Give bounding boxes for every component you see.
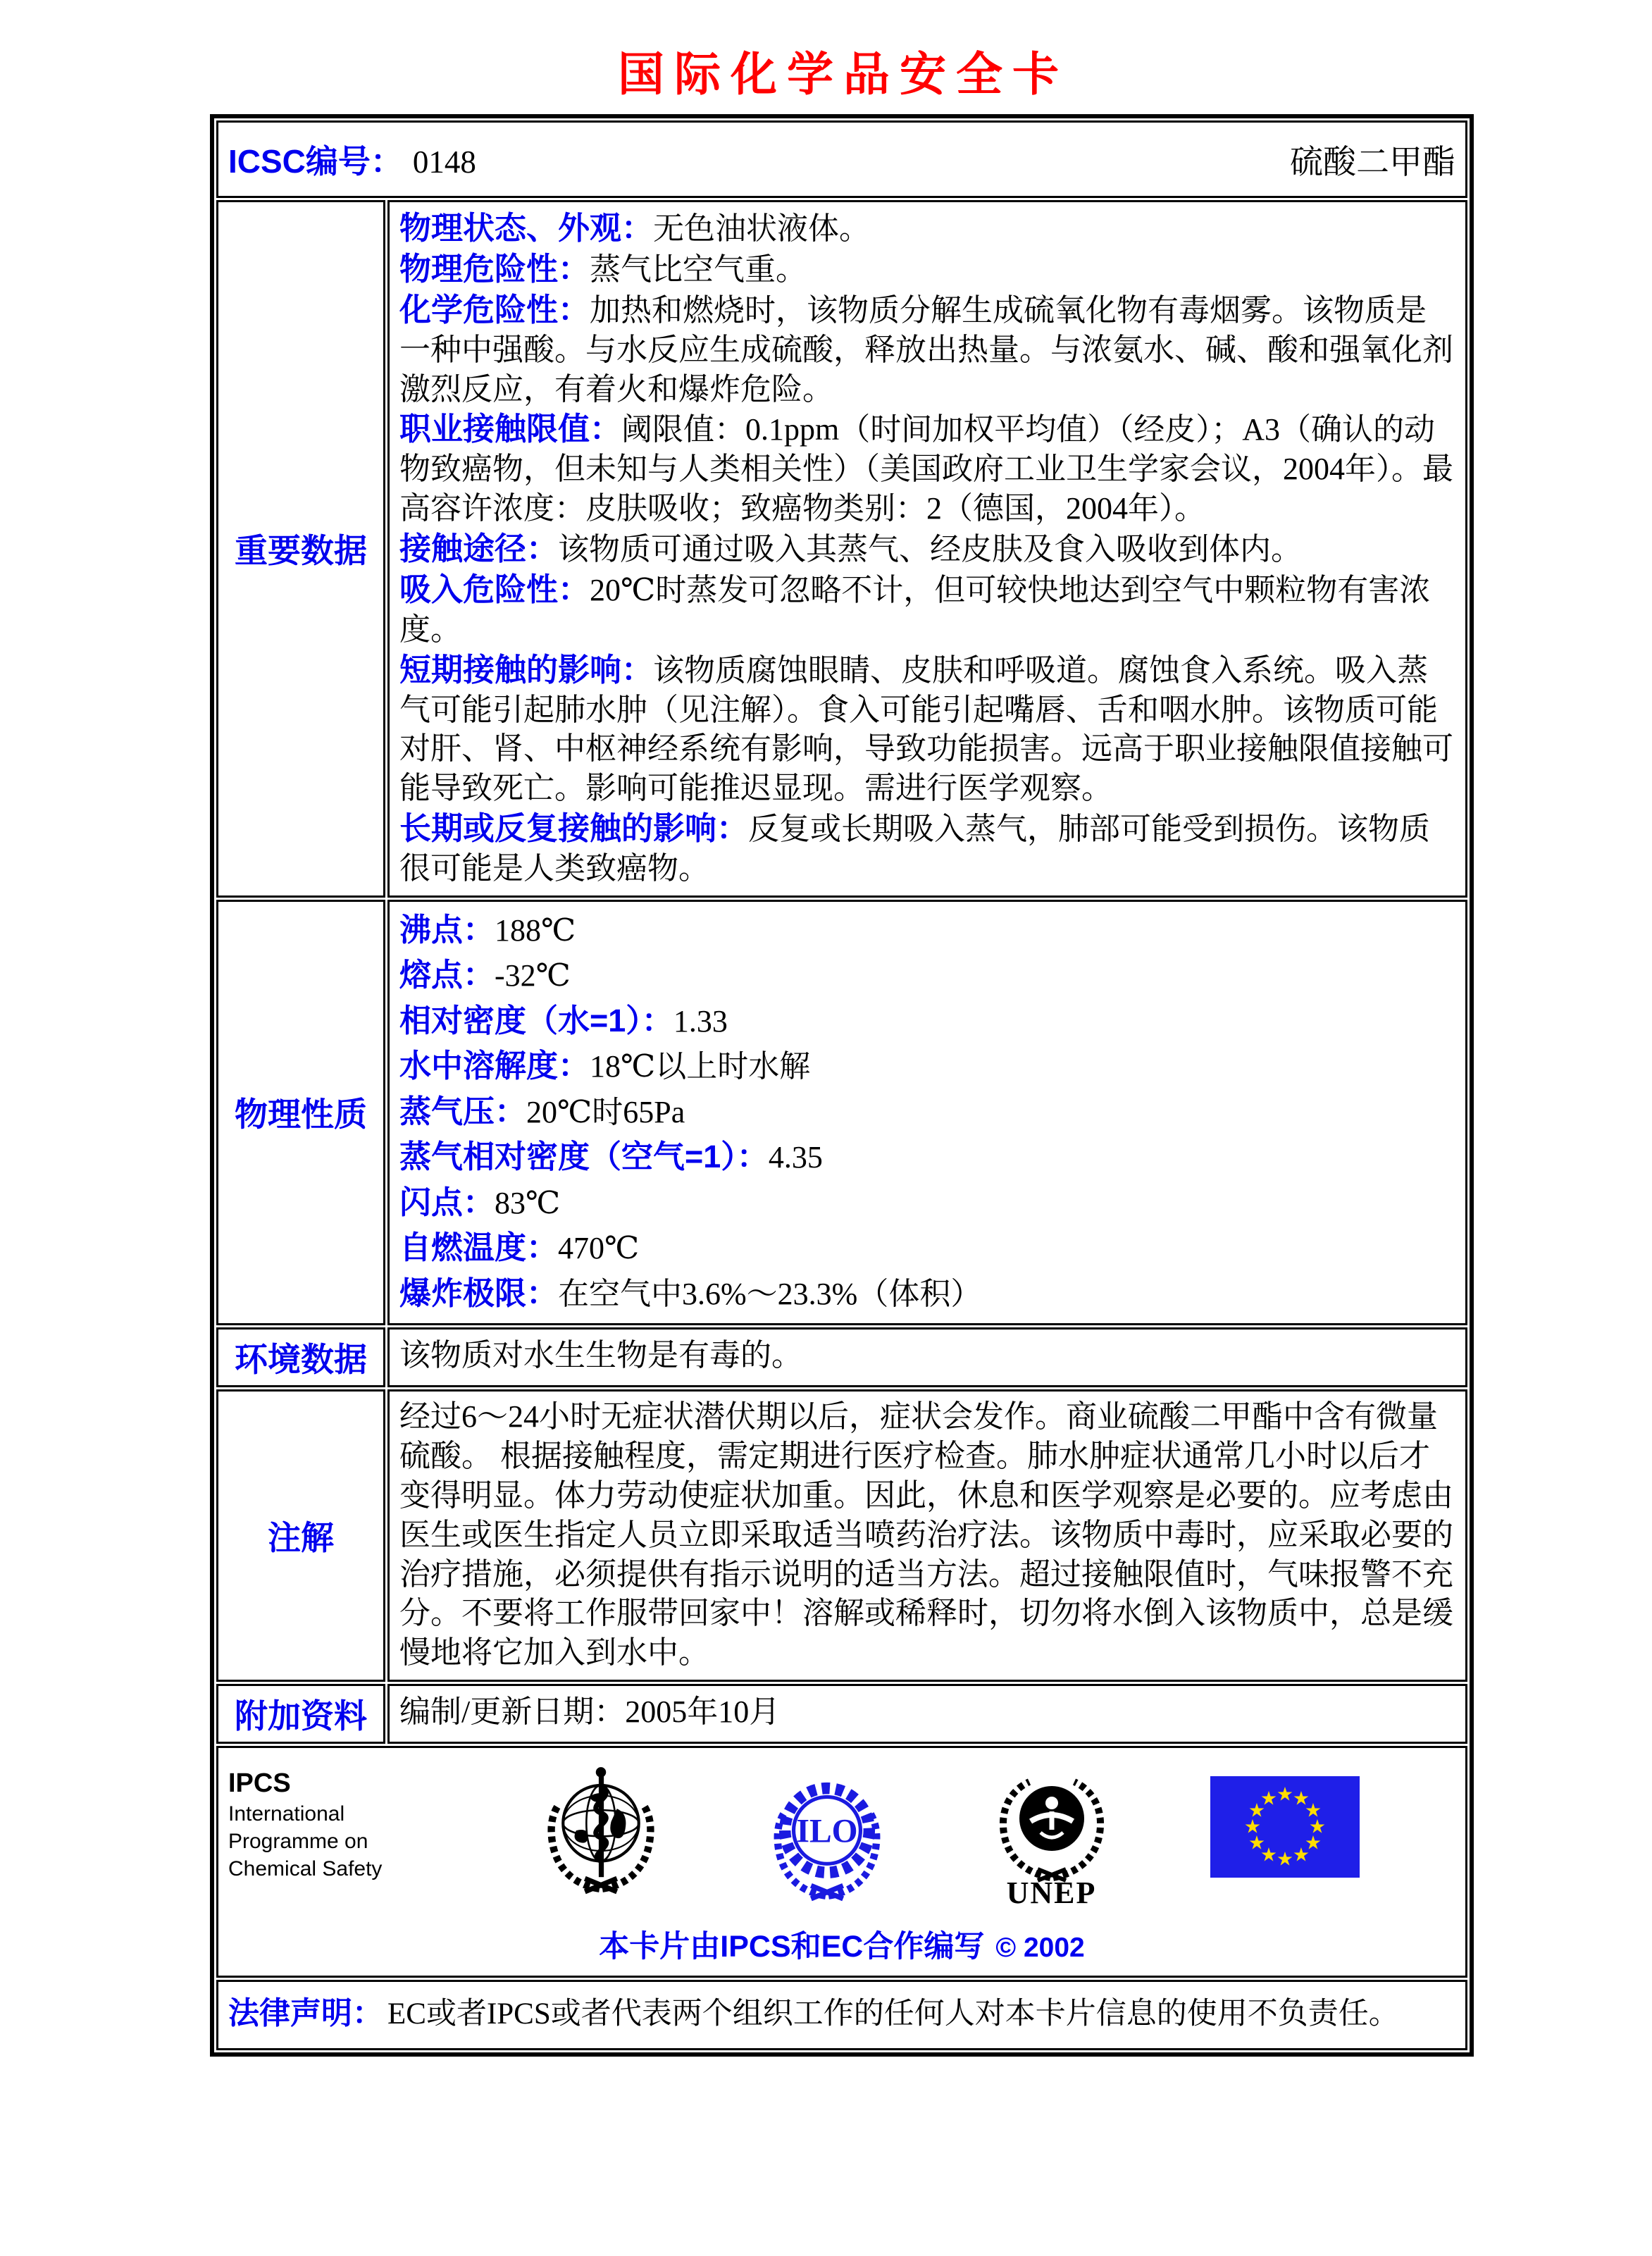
item-label: 爆炸极限： — [399, 1275, 559, 1311]
item-text: 无色油状液体。 — [653, 211, 871, 246]
icsc-card-table — [210, 114, 1474, 2057]
attribution-text: 本卡片由IPCS和EC合作编写 — [599, 1930, 985, 1964]
property-item — [399, 1043, 1454, 1089]
star-icon: ★ — [1308, 1816, 1327, 1838]
ipcs-line: International — [228, 1802, 345, 1826]
item-label: 化学危险性： — [399, 291, 590, 328]
notes-row — [216, 1389, 1467, 1682]
item-label: 自燃温度： — [399, 1229, 559, 1266]
data-item — [399, 569, 1454, 650]
environmental-data-text: 该物质对水生生物是有毒的。 — [399, 1338, 802, 1373]
item-label: 物理危险性： — [399, 250, 590, 287]
chemical-name: 硫酸二甲酯 — [1290, 144, 1455, 181]
property-item — [399, 1180, 1454, 1225]
star-icon: ★ — [1248, 1799, 1266, 1822]
item-text: 加热和燃烧时，该物质分解生成硫氧化物有毒烟雾。该物质是一种中强酸。与水反应生成硫酸，释放出热量。与浓氨水、碱、酸和强氧化剂激烈反应，有着火和爆炸危险。 — [399, 292, 1453, 407]
property-item — [399, 953, 1454, 998]
item-label: 水中溶解度： — [399, 1048, 590, 1084]
data-item — [399, 528, 1454, 569]
item-label: 职业接触限值： — [399, 411, 622, 447]
item-text: 20℃时蒸发可忽略不计，但可较快地达到空气中颗粒物有害浓度。 — [399, 572, 1431, 647]
page-title: 国际化学品安全卡 — [618, 49, 1069, 101]
star-icon: ★ — [1243, 1816, 1262, 1838]
item-label: 闪点： — [399, 1184, 495, 1220]
item-label: 相对密度（水=1）： — [399, 1002, 673, 1039]
data-item — [399, 249, 1454, 290]
item-text: 阈限值：0.1ppm（时间加权平均值）（经皮）；A3（确认的动物致癌物，但未知与人类相关性）（美国政府工业卫生学家会议，2004年）。最高容许浓度：皮肤吸收；致癌物类别：2（德国，2004年）。 — [399, 412, 1453, 526]
data-item — [399, 208, 1454, 249]
property-item — [399, 1225, 1454, 1270]
attribution-line — [218, 1911, 1465, 1976]
property-item — [399, 998, 1454, 1043]
data-item — [399, 808, 1454, 888]
item-text: 83℃ — [495, 1185, 561, 1220]
item-text: 该物质腐蚀眼睛、皮肤和呼吸道。腐蚀食入系统。吸入蒸气可能引起肺水肿（见注解）。食入可能引起嘴唇、舌和咽水肿。该物质可能对肝、肾、中枢神经系统有影响，导致功能损害。远高于职业接触限值接触可能导致死亡。影响可能推迟显现。需进行医学观察。 — [399, 652, 1453, 806]
ipcs-acronym: IPCS — [228, 1768, 291, 1799]
legal-cell — [216, 1980, 1467, 2050]
property-item — [399, 1271, 1454, 1316]
star-icon: ★ — [1276, 1783, 1294, 1806]
icsc-number-group — [228, 136, 476, 182]
item-label: 接触途径： — [399, 531, 559, 566]
important-data-cell — [387, 200, 1467, 898]
ilo-logo-text: ILO — [796, 1813, 858, 1850]
who-logo-icon — [535, 1764, 666, 1895]
item-text: 18℃以上时水解 — [590, 1049, 811, 1084]
item-text: 20℃时65Pa — [526, 1094, 685, 1129]
section-header-physical-properties: 物理性质 — [216, 900, 385, 1325]
physical-properties-row — [216, 900, 1467, 1325]
ipcs-line: Chemical Safety — [228, 1857, 383, 1880]
eu-flag-icon — [1210, 1776, 1360, 1878]
item-label: 长期或反复接触的影响： — [399, 810, 749, 847]
item-label: 吸入危险性： — [399, 571, 590, 607]
data-item — [399, 290, 1454, 409]
ilo-logo-icon — [762, 1764, 893, 1902]
logos-row — [216, 1746, 1467, 1978]
item-label: 物理状态、外观： — [399, 210, 654, 246]
star-icon: ★ — [1260, 1844, 1278, 1866]
section-header-notes: 注解 — [216, 1389, 385, 1682]
legal-row — [216, 1980, 1467, 2050]
section-header-important-data: 重要数据 — [216, 200, 385, 898]
item-label: 熔点： — [399, 957, 495, 993]
legal-label: 法律声明： — [228, 1996, 383, 2031]
star-icon: ★ — [1292, 1844, 1310, 1866]
additional-info-row — [216, 1684, 1467, 1744]
copyright-text: © 2002 — [995, 1933, 1085, 1964]
unep-logo-caption: UNEP — [1006, 1876, 1097, 1911]
icsc-header-row — [216, 120, 1467, 198]
item-text: 1.33 — [673, 1003, 728, 1039]
item-text: 470℃ — [558, 1231, 640, 1266]
legal-text: EC或者IPCS或者代表两个组织工作的任何人对本卡片信息的使用不负责任。 — [387, 1997, 1399, 2031]
property-item — [399, 907, 1454, 953]
additional-info-text: 编制/更新日期：2005年10月 — [399, 1694, 781, 1730]
environmental-data-row — [216, 1327, 1467, 1387]
item-label: 蒸气相对密度（空气=1）： — [399, 1139, 769, 1175]
item-text: 188℃ — [495, 912, 576, 948]
star-icon: ★ — [1276, 1848, 1294, 1871]
item-text: 4.35 — [768, 1140, 823, 1175]
data-item — [399, 650, 1454, 809]
additional-info-cell — [387, 1684, 1467, 1744]
star-icon: ★ — [1260, 1787, 1278, 1810]
data-item — [399, 409, 1454, 528]
section-header-environmental-data: 环境数据 — [216, 1327, 385, 1387]
star-icon: ★ — [1304, 1799, 1322, 1822]
environmental-data-cell — [387, 1327, 1467, 1387]
section-header-additional-info: 附加资料 — [216, 1684, 385, 1744]
physical-properties-cell — [387, 900, 1467, 1325]
icsc-number-value: 0148 — [412, 144, 476, 180]
item-text: -32℃ — [495, 958, 571, 993]
notes-cell — [387, 1389, 1467, 1682]
property-item — [399, 1089, 1454, 1134]
ipcs-block — [228, 1764, 440, 1883]
item-text: 在空气中3.6%～23.3%（体积） — [558, 1276, 982, 1311]
property-item — [399, 1134, 1454, 1179]
star-icon: ★ — [1292, 1787, 1310, 1810]
unep-logo-icon — [988, 1764, 1115, 1911]
item-text: 反复或长期吸入蒸气，肺部可能受到损伤。该物质很可能是人类致癌物。 — [399, 812, 1431, 886]
icsc-number-label: ICSC编号： — [228, 143, 403, 180]
item-label: 沸点： — [399, 911, 495, 948]
item-label: 短期接触的影响： — [399, 651, 654, 688]
notes-text: 经过6～24小时无症状潜伏期以后，症状会发作。商业硫酸二甲酯中含有微量硫酸。 根据接触程度，需定期进行医疗检查。肺水肿症状通常几小时以后才变得明显。体力劳动使症状加重。因此，休息和医学观察是必要的。应考虑由医生或医生指定人员立即采取适当喷药治疗法。该物质中毒时，应采取必要的治疗措施，必须提供有指示说明的适当方法。超过接触限值时，气味报警不充分。不要将工作服带回家中！溶解或稀释时，切勿将水倒入该物质中，总是缓慢地将它加入到水中。 — [399, 1399, 1453, 1671]
important-data-row — [216, 200, 1467, 898]
item-text: 该物质可通过吸入其蒸气、经皮肤及食入吸收到体内。 — [558, 532, 1303, 566]
logos-cell — [216, 1746, 1467, 1978]
item-label: 蒸气压： — [399, 1093, 527, 1129]
ipcs-line: Programme on — [228, 1829, 368, 1853]
star-icon: ★ — [1248, 1832, 1266, 1854]
item-text: 蒸气比空气重。 — [590, 252, 807, 287]
star-icon: ★ — [1304, 1832, 1322, 1854]
